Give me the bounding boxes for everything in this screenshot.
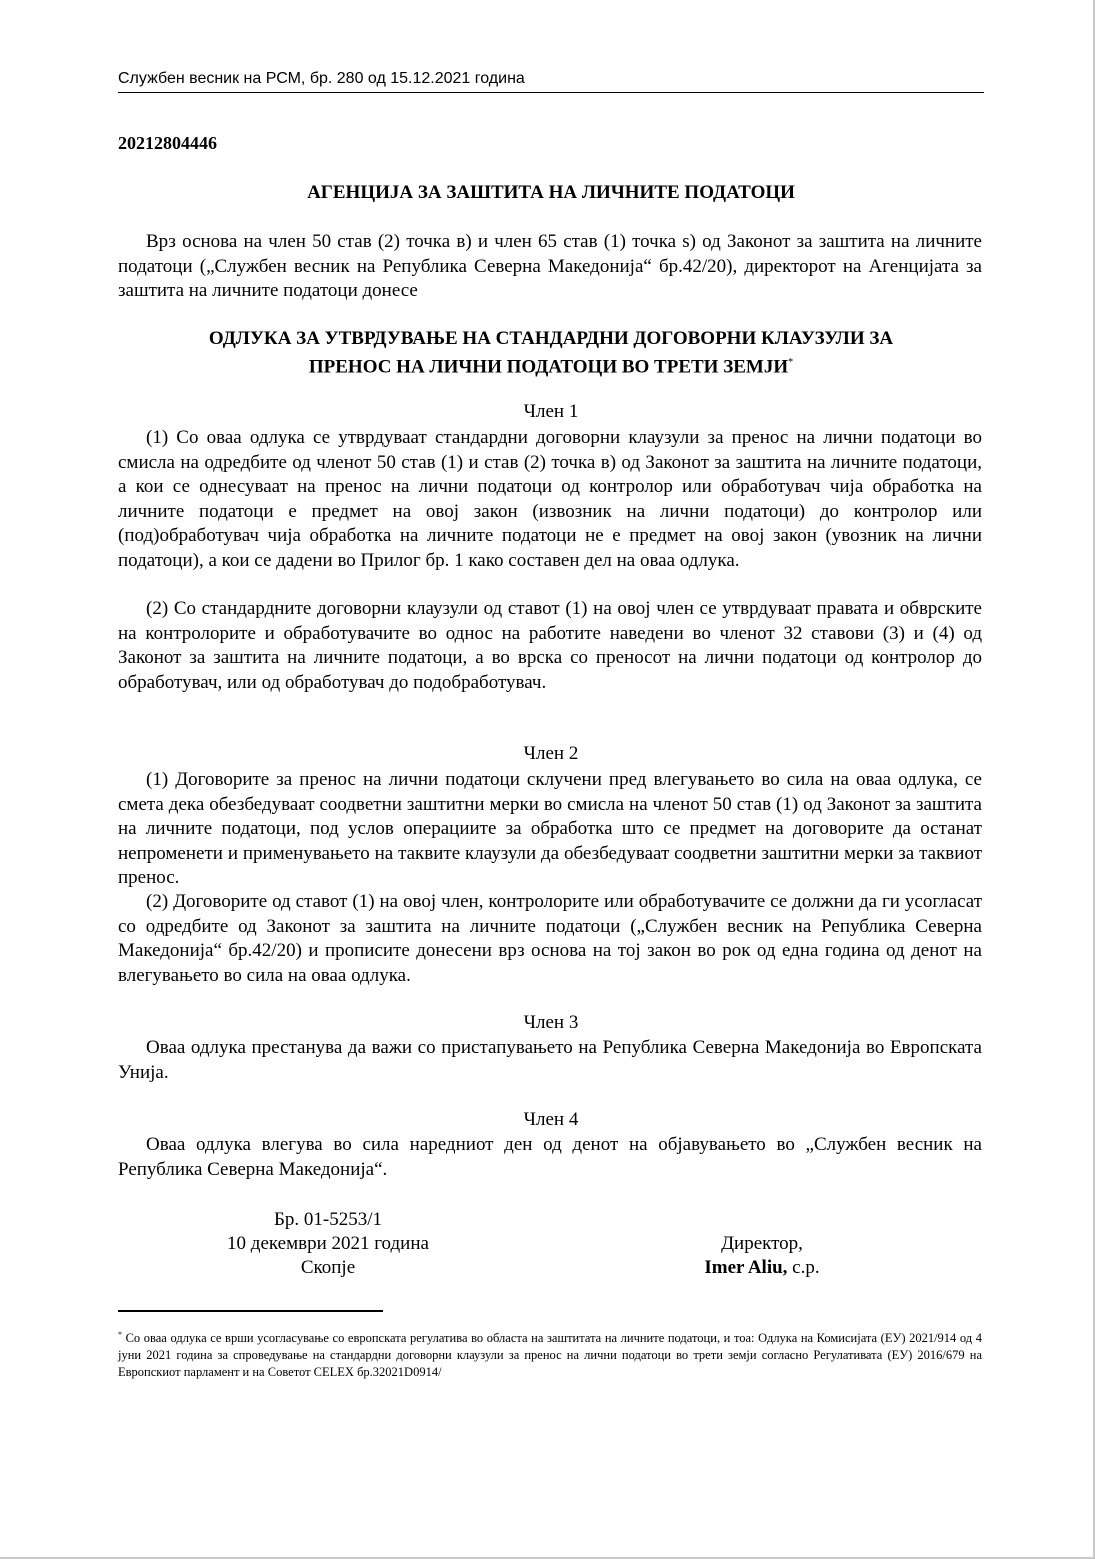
preamble: Врз основа на член 50 став (2) точка в) и член 65 став (1) точка ѕ) од Законот за заштита на личните податоци („Службен весник на Република Северна Македонија“ бр.42/20), директорот на Агенцијата за заштита на личните податоци донесе [118, 231, 982, 301]
decision-title-line-1: ОДЛУКА ЗА УТВРДУВАЊЕ НА СТАНДАРДНИ ДОГОВОРНИ КЛАУЗУЛИ ЗА [208, 328, 894, 349]
article-4-heading: Член 4 [523, 1109, 579, 1130]
article-1-heading: Член 1 [523, 401, 579, 422]
signatory-role: Директор, [721, 1233, 803, 1254]
article-2-heading: Член 2 [523, 743, 579, 764]
decision-title-line-2 [118, 351, 984, 379]
article-2-paragraph-2: (2) Договорите од ставот (1) на овој член, контролорите или обработувачите се должни да ги усогласат со одредбите од Законот за заштита на личните податоци („Службен весник на Република Северна Македонија“ бр.42/20) и прописите донесени врз основа на тој закон во рок од една година од денот на влегувањето во сила на оваа одлука. [118, 891, 982, 986]
signatory-suffix: с.р. [787, 1257, 820, 1278]
article-1-paragraph-2: (2) Со стандардните договорни клаузули од ставот (1) на овој член се утврдуваат правата и обврските на контролорите и обработувачите во однос на работите наведени во членот 32 ставови (3) и (4) од Законот за заштита на личните податоци, а во врска со преносот на лични податоци од контролор до обработувач, или од обработувач до подобработувач. [118, 598, 982, 693]
footnote [118, 1326, 982, 1381]
signature-left [178, 1208, 478, 1280]
decision-title [118, 327, 984, 379]
decision-title-line-2-text: ПРЕНОС НА ЛИЧНИ ПОДАТОЦИ ВО ТРЕТИ ЗЕМЈИ [308, 356, 789, 378]
signatory-name: Imer Aliu, [704, 1257, 788, 1278]
agency-title: АГЕНЦИЈА ЗА ЗАШТИТА НА ЛИЧНИТЕ ПОДАТОЦИ [307, 182, 795, 203]
decision-date: 10 декември 2021 година [227, 1233, 429, 1254]
running-header: Службен весник на РСМ, бр. 280 од 15.12.2021 година [118, 70, 984, 93]
footnote-marker: * [118, 1330, 122, 1339]
article-1-paragraph-1: (1) Со оваа одлука се утврдуваат стандардни договорни клаузули за пренос на лични податоци во смисла на одредбите од членот 50 став (1) и став (2) точка в) од Законот за заштита на личните податоци, а кои се однесуваат на пренос на лични податоци од контролор или обработувач чија обработка на личните податоци е предмет на овој закон (извозник на лични податоци) до контролор или (под)обработувач чија обработка на личните податоци не е предмет на овој закон (увозник на лични податоци), а кои се дадени во Прилог бр. 1 како составен дел на оваа одлука. [118, 427, 982, 571]
article-3-paragraph-1: Оваа одлука престанува да важи со пристапувањето на Република Северна Македонија во Европската Унија. [118, 1037, 982, 1083]
footnote-text: Со оваа одлука се врши усогласување со европската регулатива во областа на заштитата на личните податоци, и тоа: Одлука на Комисијата (ЕУ) 2021/914 од 4 јуни 2021 година за спроведување на стандардни договорни клаузули за пренос на лични податоци во трети земји согласно Регулативата (ЕУ) 2016/679 на Европскиот парламент и на Советот CELEX бр.32021D0914/ [118, 1331, 982, 1380]
article-3-heading: Член 3 [523, 1012, 579, 1033]
signature-right [642, 1232, 882, 1280]
reference-number: Бр. 01-5253/1 [273, 1209, 383, 1230]
signatory [642, 1256, 882, 1280]
decision-place: Скопје [300, 1257, 356, 1278]
footnote-reference: * [788, 357, 794, 368]
article-4-paragraph-1: Оваа одлука влегува во сила наредниот ден од денот на објавувањето во „Службен весник на Република Северна Македонија“. [118, 1134, 982, 1180]
document-number: 20212804446 [118, 133, 217, 153]
footnote-separator [118, 1310, 383, 1312]
article-2-paragraph-1: (1) Договорите за пренос на лични податоци склучени пред влегувањето во сила на оваа одлука, се смета дека обезбедуваат соодветни заштитни мерки во смисла на членот 50 став (1) од Законот за заштита на личните податоци, под услов операциите за обработка што се предмет на договорите да останат непроменети и применувањето на таквите клаузули да обезбедуваат соодветни заштитни мерки за таквиот пренос. [118, 769, 982, 888]
